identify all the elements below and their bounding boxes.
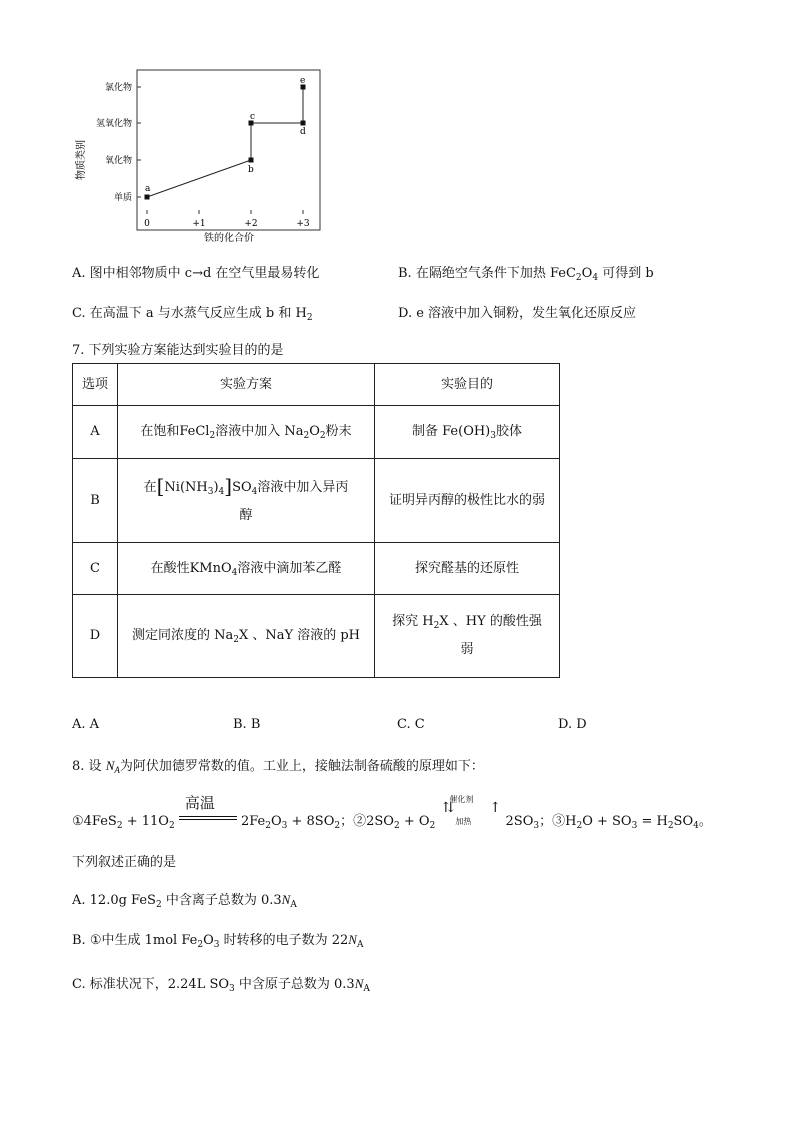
q8-prompt: 下列叙述正确的是: [72, 855, 177, 870]
q8-option-a: A. 12.0g FeS$_2$ 中含离子总数为 $0.3N_A$: [72, 892, 297, 910]
table-row: [73, 459, 560, 543]
x-tick-label: +2: [244, 219, 258, 229]
q6-option-c: [72, 302, 313, 321]
q6-option-d: D. e 溶液中加入铜粉，发生氧化还原反应: [398, 306, 637, 321]
point-label-e: e: [300, 76, 306, 86]
x-tick-label: +3: [296, 219, 310, 229]
header-plan: 实验方案: [118, 364, 375, 406]
q8-option-b: B. ①中生成 1mol $Fe_2O_3$ 时转移的电子数为 $22N_A$: [72, 932, 364, 950]
q7-answer-c: C. C: [397, 717, 425, 732]
point-label-c: c: [250, 112, 256, 122]
point-d: [301, 121, 306, 126]
row-plan: 在饱和FeCl$_2$溶液中加入 $Na_2O_2$粉末: [118, 406, 375, 459]
point-label-b: b: [248, 165, 254, 175]
q6-option-c-text: C. 在高温下 a 与水蒸气反应生成 b 和: [72, 306, 292, 321]
q6-option-b-tail: 可得到 b: [602, 266, 654, 281]
y-tick-label: 氯化物: [104, 83, 132, 93]
table-row: [73, 543, 560, 595]
q8-equations: ①4FeS$_2$ + $11O_2$ 高温 $2Fe_2O_3 + 8SO_2$；$②2SO_2 + O_2$ 催化剂 ⇅ ↑ 加热 $2SO_3$；$③H_2O + SO_3 = H_2SO_4$。: [72, 794, 712, 831]
row-plan: 在$[Ni(NH_3)_4]SO_4$溶液中加入异丙 醇: [118, 459, 375, 543]
row-plan: 测定同浓度的 $Na_2X$ 、NaY 溶液的 pH: [118, 595, 375, 678]
row-goal: 制备 $Fe(OH)_3$胶体: [375, 406, 560, 459]
point-label-a: a: [145, 184, 151, 194]
x-tick-label: +1: [192, 219, 206, 229]
header-goal: 实验目的: [375, 364, 560, 406]
x-tick-label: 0: [144, 219, 150, 229]
q7-answer-a: A. A: [72, 717, 100, 732]
y-tick-label: 氧化物: [104, 156, 132, 166]
q7-answer-b: B. B: [233, 717, 261, 732]
row-option: C: [73, 543, 118, 595]
row-goal: 探究醛基的还原性: [375, 543, 560, 595]
q6-option-b: [398, 262, 654, 281]
row-option: A: [73, 406, 118, 459]
x-axis-title: 铁的化合价: [204, 233, 254, 244]
row-option: B: [73, 459, 118, 543]
q6-option-c-formula: $H_2$: [295, 306, 313, 323]
q8-stem-post: 为阿伏加德罗常数的值。工业上，接触法制备硫酸的原理如下：: [119, 759, 484, 774]
row-goal: 探究 $H_2X$ 、HY 的酸性强 弱: [375, 595, 560, 678]
q8-stem-pre: 8. 设: [72, 759, 102, 774]
q7-stem: 7. 下列实验方案能达到实验目的的是: [72, 343, 284, 358]
table-row: [73, 406, 560, 459]
q8-stem: [72, 755, 484, 774]
condition-arrow-1: 高温: [179, 796, 237, 826]
row-option: D: [73, 595, 118, 678]
q6-option-b-text: B. 在隔绝空气条件下加热: [398, 266, 546, 281]
point-b: [249, 158, 254, 163]
na-symbol: $N_A$: [105, 758, 120, 775]
q7-answer-d: D. D: [558, 717, 587, 732]
q6-option-a: A. 图中相邻物质中 c→d 在空气里最易转化: [72, 266, 320, 281]
header-option: 选项: [73, 364, 118, 406]
y-axis-title: 物质类别: [76, 140, 87, 180]
point-a: [145, 195, 150, 200]
row-goal: 证明异丙醇的极性比水的弱: [375, 459, 560, 543]
table-header-row: [73, 364, 560, 406]
reversible-arrow-2: 催化剂 ⇅ ↑ 加热: [442, 795, 502, 826]
experiment-table: [72, 363, 560, 678]
y-tick-label: 氢氧化物: [95, 119, 132, 129]
y-tick-label: 单质: [113, 193, 132, 203]
iron-valence-chart: [70, 60, 340, 250]
connector-line: [147, 160, 251, 197]
point-label-d: d: [300, 127, 306, 137]
q8-option-c: C. 标准状况下，2.24L $SO_3$ 中含原子总数为 $0.3N_A$: [72, 976, 370, 994]
q6-option-b-formula: $FeC_2O_4$: [549, 266, 599, 283]
chart-frame: [137, 70, 320, 230]
row-plan: 在酸性KMnO$_4$溶液中滴加苯乙醛: [118, 543, 375, 595]
table-row: [73, 595, 560, 678]
